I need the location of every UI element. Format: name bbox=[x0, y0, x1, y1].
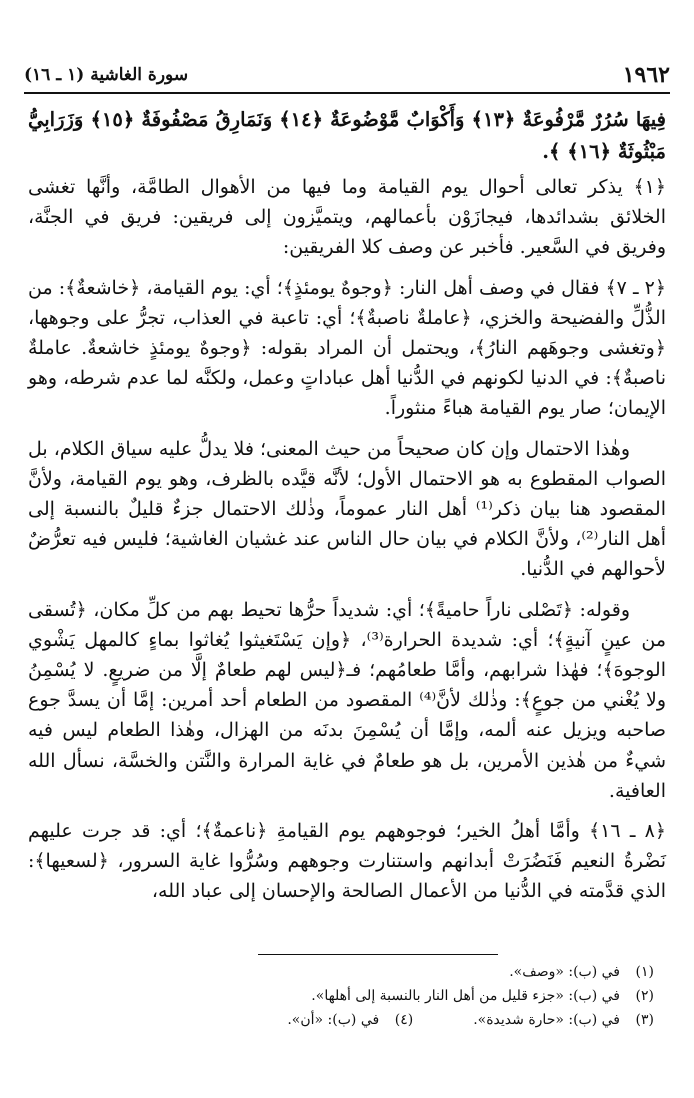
surah-title: سورة الغاشية (١ ـ ١٦) bbox=[24, 65, 189, 85]
footnote-1 bbox=[40, 960, 654, 984]
main-text bbox=[28, 104, 666, 907]
paragraph-fire-drink-food: وقوله: ﴿تَصْلى ناراً حاميةً﴾؛ أي: شديداً حرُّها تحيط بهم من كلِّ مكان، ﴿تُسقى من عينٍ آنيةٍ﴾؛ أي: شديدة الحرارة⁽³⁾، ﴿وإن يَسْتَغيثوا يُغاثوا بماءٍ كالمهل يَشْوي الوجوهَ﴾؛ فهٰذا شرابهم، وأمَّا طعامُهم؛ فـ﴿ليس لهم طعامٌ إلَّا من ضريعٍ. لا يُسْمِنُ ولا يُغْني من جوعٍ﴾: وذٰلك لأنَّ⁽⁴⁾ المقصود من الطعام أحد أمرين: إمَّا أن يسدَّ جوع صاحبه ويزيل عنه ألمه، وإمَّا أن يُسْمِنَ بدنَه من الهزال، وهٰذا الطعام ليس فيه شيءٌ من هٰذين الأمرين، بل هو طعامٌ في غاية المرارة والنَّتن والخسَّة، نسأل الله العافية. bbox=[28, 598, 666, 802]
footnote-2 bbox=[40, 984, 654, 1008]
page-number: ١٩٦٢ bbox=[622, 62, 670, 88]
footnote-text: في (ب): «وصف». bbox=[509, 964, 620, 980]
footnote-text: في (ب): «حارة شديدة». bbox=[473, 1012, 620, 1028]
footnote-number: (٢) bbox=[635, 988, 654, 1004]
footnote-text: في (ب): «أن». bbox=[287, 1012, 380, 1028]
quran-verses-line: فِيهَا سُرُرٌ مَّرْفُوعَةٌ ﴿١٣﴾ وَأَكْوَابٌ مَّوْضُوعَةٌ ﴿١٤﴾ وَنَمَارِقُ مَصْفُوفَةٌ ﴿١٥﴾ وَزَرَابِيُّ مَبْثُوثَةٌ ﴿١٦﴾ ﴾. bbox=[28, 108, 666, 163]
footnote-divider bbox=[258, 954, 498, 955]
footnotes bbox=[40, 960, 654, 1032]
page-header bbox=[24, 58, 670, 94]
footnote-3-4 bbox=[40, 1008, 654, 1032]
paragraph-intro: ﴿١﴾ يذكر تعالى أحوال يوم القيامة وما فيها من الأهوال الطامَّة، وأنَّها تغشى الخلائق بشدائدها، فيجازَوْن بأعمالهم، ويتميَّزون إلى فريقين: فريق في الجنَّة، وفريق في السَّعير. فأخبر عن وصف كلا الفريقين: bbox=[28, 176, 666, 259]
paragraph-interpretation: وهٰذا الاحتمال وإن كان صحيحاً من حيث المعنى؛ فلا يدلُّ عليه سياق الكلام، بل الصواب المقطوع به هو الاحتمال الأول؛ لأنَّه قيَّده بالظرف، وهو يوم القيامة، ولأنَّ المقصود هنا بيان ذكر⁽¹⁾ أهل النار عموماً، وذٰلك الاحتمال جزءٌ قليلٌ بالنسبة إلى أهل النار⁽²⁾، ولأنَّ الكلام في بيان حال الناس عند غشيان الغاشية؛ فليس فيه تعرُّضٌ لأحوالهم في الدُّنيا. bbox=[28, 437, 667, 581]
paragraph-verses-8-16: ﴿٨ ـ ١٦﴾ وأمَّا أهلُ الخير؛ فوجوههم يوم القيامةِ ﴿ناعمةٌ﴾؛ أي: قد جرت عليهم نَضْرةُ النعيم فَنَضُرَتْ أبدانهم واستنارت وجوههم وسُرُّوا غاية السرور، ﴿لسعيها﴾: الذي قدَّمته في الدُّنيا من الأعمال الصالحة والإحسان إلى عباد الله، bbox=[28, 820, 666, 903]
footnote-number: (١) bbox=[635, 964, 654, 980]
paragraph-verses-2-7: ﴿٢ ـ ٧﴾ فقال في وصف أهل النار: ﴿وجوهٌ يومئذٍ﴾؛ أي: يوم القيامة، ﴿خاشعةٌ﴾: من الذُّلِّ والفضيحة والخزي، ﴿عاملةٌ ناصبةٌ﴾؛ أي: تاعبة في العذاب، تجرُّ على وجوهها، ﴿وتغشى وجوهَهم النارُ﴾، ويحتمل أن المراد بقوله: ﴿وجوهٌ يومئذٍ خاشعةٌ. عاملةٌ ناصبةٌ﴾: في الدنيا لكونهم في الدُّنيا أهل عباداتٍ وعمل، ولكنَّه لما عدم شرطه، وهو الإيمان؛ صار يوم القيامة هباءً منثوراً. bbox=[28, 276, 666, 420]
footnote-number: (٣) bbox=[635, 1012, 654, 1028]
footnote-text: في (ب): «جزء قليل من أهل النار بالنسبة إلى أهلها». bbox=[311, 988, 620, 1004]
footnote-number: (٤) bbox=[394, 1012, 414, 1028]
